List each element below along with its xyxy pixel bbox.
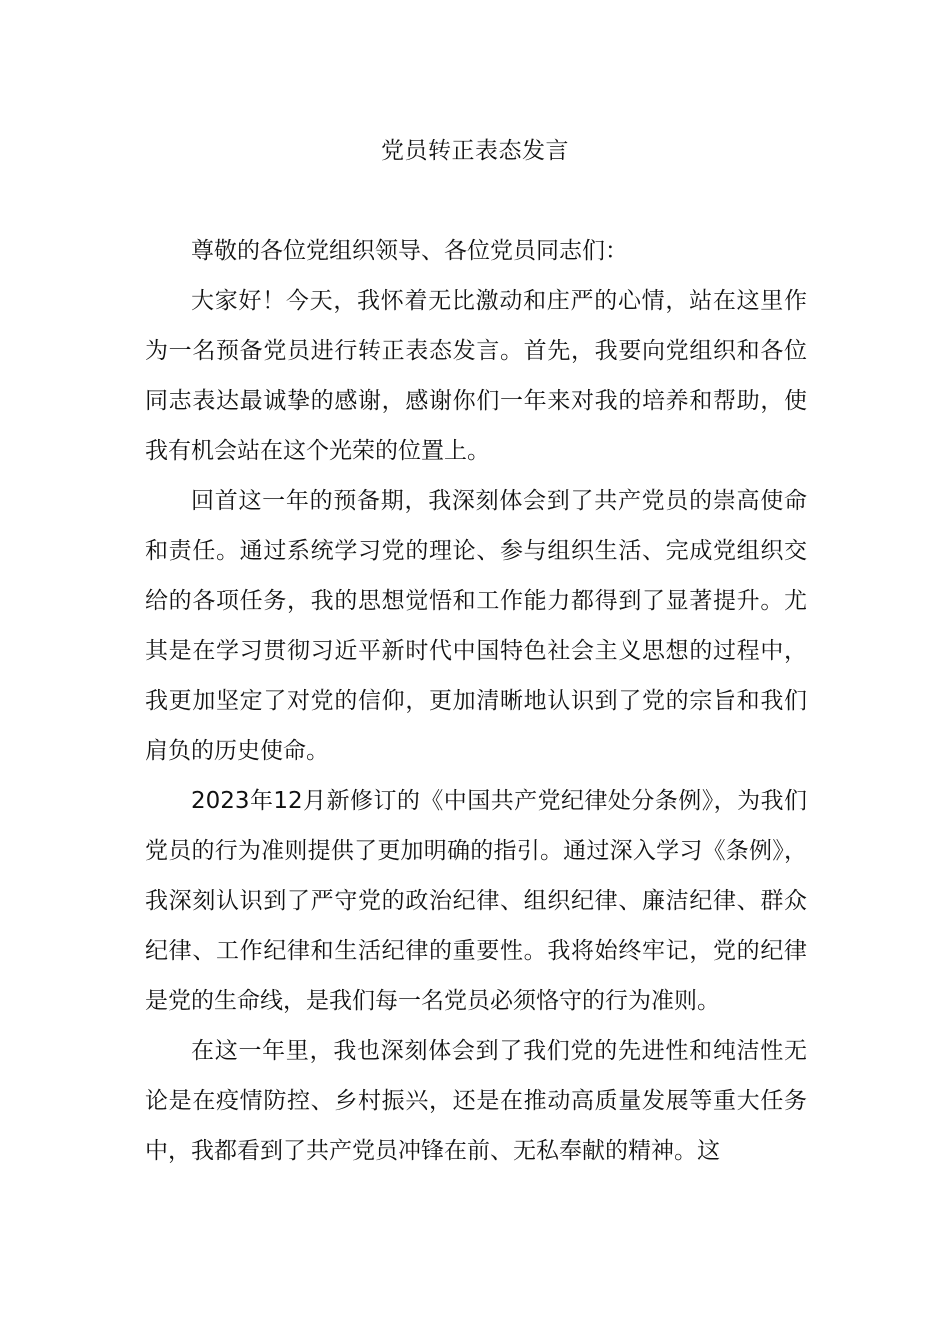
document-body <box>145 226 807 1176</box>
paragraph: 回首这一年的预备期，我深刻体会到了共产党员的崇高使命和责任。通过系统学习党的理论、参与组织生活、完成党组织交给的各项任务，我的思想觉悟和工作能力都得到了显著提升。尤其是在学习贯彻习近平新时代中国特色社会主义思想的过程中，我更加坚定了对党的信仰，更加清晰地认识到了党的宗旨和我们肩负的历史使命。 <box>145 488 807 764</box>
paragraph: 2023年12月新修订的《中国共产党纪律处分条例》，为我们党员的行为准则提供了更加明确的指引。通过深入学习《条例》，我深刻认识到了严守党的政治纪律、组织纪律、廉洁纪律、群众纪律、工作纪律和生活纪律的重要性。我将始终牢记，党的纪律是党的生命线，是我们每一名党员必须恪守的行为准则。 <box>145 788 807 1014</box>
paragraph-salutation: 尊敬的各位党组织领导、各位党员同志们： <box>191 238 628 264</box>
paragraph: 在这一年里，我也深刻体会到了我们党的先进性和纯洁性无论是在疫情防控、乡村振兴，还是在推动高质量发展等重大任务中，我都看到了共产党员冲锋在前、无私奉献的精神。这 <box>145 1038 807 1164</box>
document-title: 党员转正表态发言 <box>381 138 569 164</box>
paragraph: 大家好！今天，我怀着无比激动和庄严的心情，站在这里作为一名预备党员进行转正表态发言。首先，我要向党组织和各位同志表达最诚挚的感谢，感谢你们一年来对我的培养和帮助，使我有机会站在这个光荣的位置上。 <box>145 288 807 464</box>
